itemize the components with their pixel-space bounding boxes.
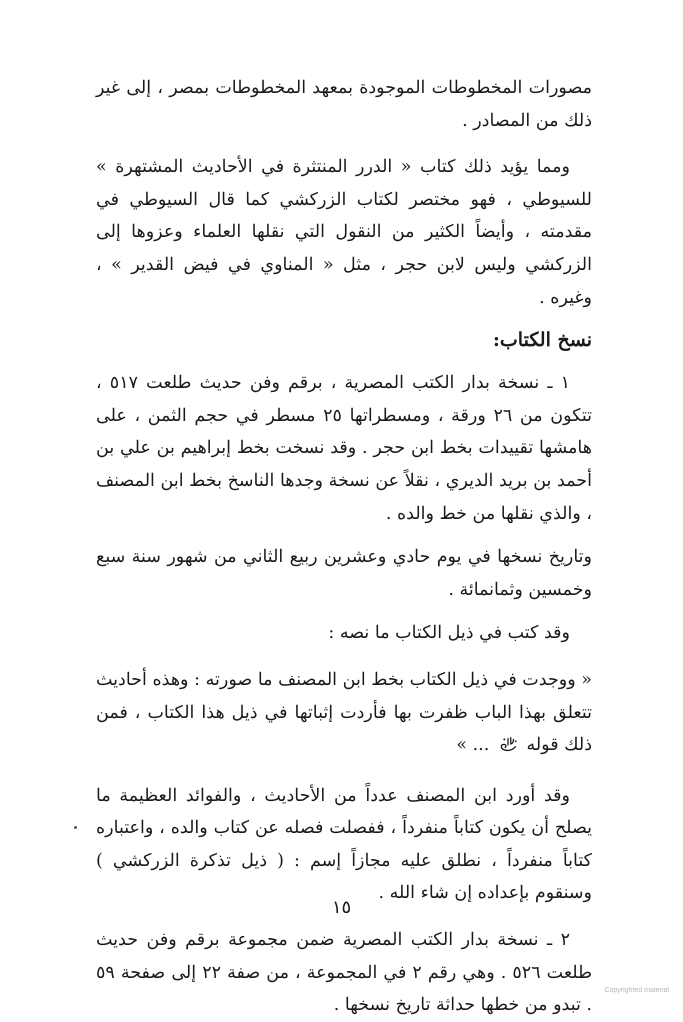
paragraph-appendix-intro: وقد كتب في ذيل الكتاب ما نصه : <box>328 623 570 644</box>
quoted-note-end: ... » <box>456 735 490 756</box>
paragraph-quoted-note <box>96 664 592 762</box>
paragraph-manuscript-2: ٢ ـ نسخة بدار الكتب المصرية ضمن مجموعة برقم وفن حديث طلعت ٥٢٦ . وهي رقم ٢ في المجموعة ، من صفة ٢٢ إلى صفحة ٥٩ . تبدو من خطها حداثة تاريخ نسخها . <box>96 930 593 1016</box>
page-body <box>96 72 592 1022</box>
quoted-note-text: « ووجدت في ذيل الكتاب بخط ابن المصنف ما صورته : وهذه أحاديث تتعلق بهذا الباب ظفرت بها فأردت إثباتها في ذيل هذا الكتاب ، فمن ذلك قوله <box>96 669 592 756</box>
copyright-watermark: Copyrighted material <box>604 987 669 994</box>
margin-mark <box>74 826 77 829</box>
salla-icon <box>497 733 519 755</box>
paragraph-copy-date: وتاريخ نسخها في يوم حادي وعشرين ربيع الثاني من شهور سنة سبع وخمسين وثمانمائة . <box>96 547 592 600</box>
paragraph-durar-evidence: ومما يؤيد ذلك كتاب « الدرر المنتثرة في الأحاديث المشتهرة » للسيوطي ، فهو مختصر لكتاب الزركشي كما قال السيوطي في مقدمته ، وأيضاً الكثير من النقول التي نقلها العلماء وعزوها إلى الزركشي وليس لابن حجر ، مثل « المناوي في فيض القدير » ، وغيره . <box>96 157 592 308</box>
paragraph-sources: مصورات المخطوطات الموجودة بمعهد المخطوطات بمصر ، إلى غير ذلك من المصادر . <box>96 78 592 131</box>
page-number: ١٥ <box>331 897 352 918</box>
section-heading-manuscripts: نسخ الكتاب: <box>492 329 592 352</box>
paragraph-manuscript-1: ١ ـ نسخة بدار الكتب المصرية ، برقم وفن حديث طلعت ٥١٧ ، تتكون من ٢٦ ورقة ، ومسطراتها ٢٥ مسطر في حجم الثمن ، على هامشها تقييدات بخط ابن حجر . وقد نسخت بخط إبراهيم بن علي بن أحمد بن بريد الديري ، نقلاً عن نسخة وجدها الناسخ بخط ابن المصنف ، والذي نقلها من خط والده . <box>96 373 592 524</box>
paragraph-son-additions: وقد أورد ابن المصنف عدداً من الأحاديث ، والفوائد العظيمة ما يصلح أن يكون كتاباً منفرداً ، ففصلت فصله عن كتاب والده ، واعتباره كتاباً منفرداً ، نطلق عليه مجازاً إسم : ( ذيل تذكرة الزركشي ) وسنقوم بإعداده إن شاء الله . <box>96 785 592 904</box>
